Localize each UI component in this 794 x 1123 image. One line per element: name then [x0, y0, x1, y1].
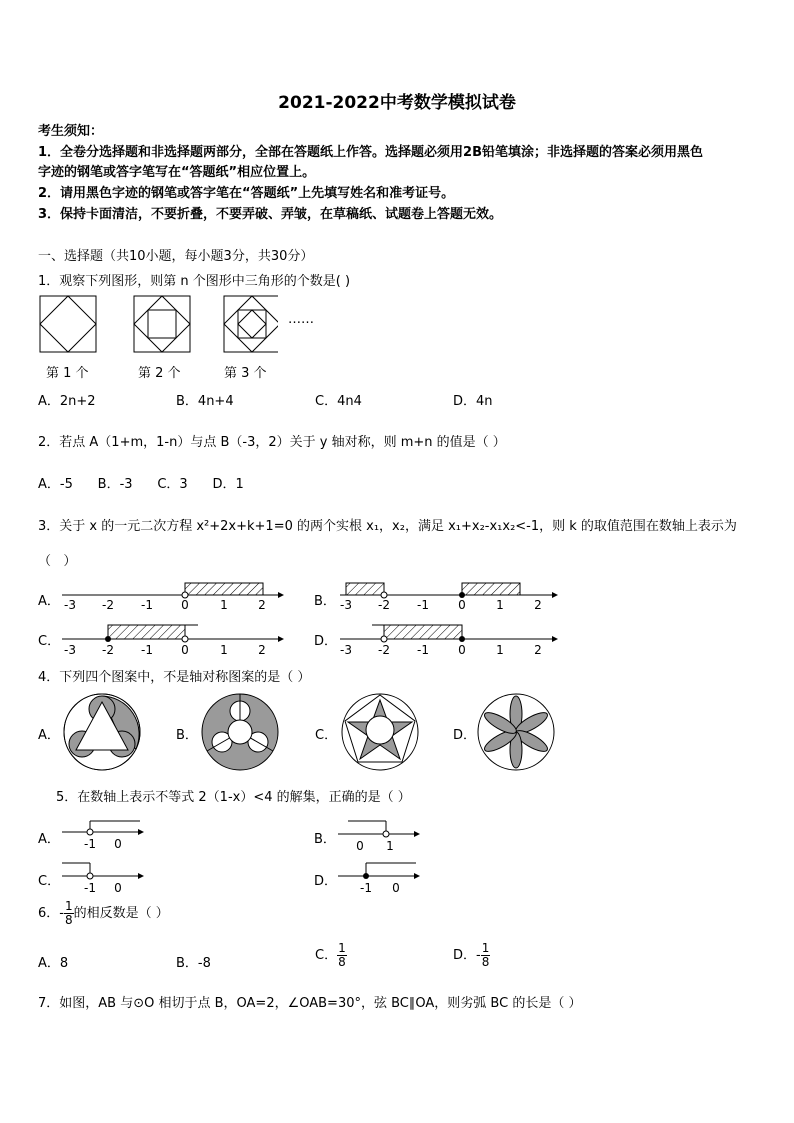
page-title: 2021-2022中考数学模拟试卷 [278, 93, 516, 113]
q5-numberline-c [62, 858, 144, 896]
q1-figures [38, 294, 278, 356]
notice-item-3: 3．保持卡面清洁，不要折叠，不要弄破、弄皱，在草稿纸、试题卷上答题无效。 [38, 207, 503, 222]
question-1: 1．观察下列图形，则第 n 个图形中三角形的个数是( ) [38, 274, 351, 289]
q5b-tick-1: 1 [386, 839, 394, 853]
q5-numberline-a [62, 816, 144, 852]
q6d-num: 1 [481, 941, 490, 955]
q5-label-a[interactable]: A． [38, 832, 60, 847]
q4-label-c[interactable]: C． [315, 728, 338, 743]
q3c-tick-1: 1 [220, 643, 228, 657]
question-5: 5．在数轴上表示不等式 2（1-x）<4 的解集，正确的是（ ） [56, 790, 411, 805]
q3d-tick-m3: -3 [340, 643, 352, 657]
q3c-tick-m2: -2 [102, 643, 114, 657]
q4-figure-c [340, 692, 420, 772]
q5c-tick-m1: -1 [84, 881, 96, 895]
q6-frac-den: 8 [64, 913, 73, 927]
q2-options[interactable]: A．-5 B．-3 C．3 D．1 [38, 477, 244, 492]
q1-figure-2 [134, 296, 190, 352]
q3b-tick-m1: -1 [417, 598, 429, 612]
q1-fig-label-3: 第 3 个 [224, 366, 267, 381]
q1-fig-label-1: 第 1 个 [46, 366, 89, 381]
q3d-tick-m1: -1 [417, 643, 429, 657]
q1-ellipsis: …… [288, 312, 314, 327]
q6-frac-num: 1 [64, 899, 73, 913]
q1-figure-1 [40, 296, 96, 352]
q3c-tick-2: 2 [258, 643, 266, 657]
q3a-tick-m3: -3 [64, 598, 76, 612]
q3a-tick-2: 2 [258, 598, 266, 612]
q3a-tick-0: 0 [181, 598, 189, 612]
notice-item-2: 2．请用黑色字迹的钢笔或答字笔在“答题纸”上先填写姓名和准考证号。 [38, 186, 455, 201]
q5a-tick-0: 0 [114, 837, 122, 851]
q3a-tick-1: 1 [220, 598, 228, 612]
q3-label-b[interactable]: B． [314, 594, 336, 609]
q3b-tick-1: 1 [496, 598, 504, 612]
q3-numberline-d [338, 618, 563, 658]
q3d-tick-m2: -2 [378, 643, 390, 657]
q3b-tick-2: 2 [534, 598, 542, 612]
q3b-tick-m2: -2 [378, 598, 390, 612]
q6-option-b[interactable]: B．-8 [176, 956, 211, 971]
q5-label-d[interactable]: D． [314, 874, 338, 889]
q3c-tick-0: 0 [181, 643, 189, 657]
q6-option-c-frac [337, 942, 347, 969]
q4-figure-a [62, 692, 142, 772]
q5a-tick-m1: -1 [84, 837, 96, 851]
q6d-den: 8 [481, 955, 490, 969]
q6-option-a[interactable]: A．8 [38, 956, 69, 971]
question-4: 4．下列四个图案中，不是轴对称图案的是（ ） [38, 670, 311, 685]
q5-numberline-b [338, 816, 420, 854]
q6-option-c[interactable] [315, 942, 347, 969]
q1-option-a[interactable]: A．2n+2 [38, 394, 96, 409]
q6c-den: 8 [338, 955, 346, 969]
q6c-num: 1 [338, 941, 346, 955]
q3d-tick-2: 2 [534, 643, 542, 657]
q1-option-d[interactable]: D．4n [453, 394, 493, 409]
q4-label-a[interactable]: A． [38, 728, 60, 743]
q3-numberline-a [60, 578, 285, 614]
q3-paren: （ ） [38, 554, 77, 569]
q3b-tick-m3: -3 [340, 598, 352, 612]
q1-option-b[interactable]: B．4n+4 [176, 394, 234, 409]
question-3: 3．关于 x 的一元二次方程 x²+2x+k+1=0 的两个实根 x₁，x₂，满足 x₁+x₂-x₁x₂<-1，则 k 的取值范围在数轴上表示为 [38, 519, 737, 534]
q5d-tick-0: 0 [392, 881, 400, 895]
q3-label-c[interactable]: C． [38, 634, 61, 649]
question-2: 2．若点 A（1+m，1-n）与点 B（-3，2）关于 y 轴对称，则 m+n 的值是（ ） [38, 435, 506, 450]
q3a-tick-m2: -2 [102, 598, 114, 612]
q3-numberline-c [60, 618, 285, 658]
q6-suffix: 的相反数是（ ） [73, 906, 169, 921]
q4-figure-d [476, 692, 556, 772]
q4-label-d[interactable]: D． [453, 728, 477, 743]
q5c-tick-0: 0 [114, 881, 122, 895]
question-6 [38, 900, 169, 927]
q6-option-c-label: C． [315, 948, 338, 963]
q3c-tick-m1: -1 [141, 643, 153, 657]
q3d-tick-0: 0 [458, 643, 466, 657]
q6-prefix: 6．- [38, 906, 64, 921]
q5b-tick-0: 0 [356, 839, 364, 853]
q3-label-d[interactable]: D． [314, 634, 338, 649]
notice-item-1b: 字迹的钢笔或答字笔写在“答题纸”相应位置上。 [38, 165, 316, 180]
q5-numberline-d [338, 858, 420, 896]
q3-numberline-b [338, 578, 563, 614]
q3b-tick-0: 0 [458, 598, 466, 612]
question-7: 7．如图，AB 与⊙O 相切于点 B，OA=2，∠OAB=30°，弦 BC∥OA，则劣弧 BC 的长是（ ） [38, 996, 582, 1011]
q3d-tick-1: 1 [496, 643, 504, 657]
q1-option-c[interactable]: C．4n4 [315, 394, 362, 409]
q5d-tick-m1: -1 [360, 881, 372, 895]
q5-label-c[interactable]: C． [38, 874, 61, 889]
q6-option-d-label: D．- [453, 948, 481, 963]
q4-label-b[interactable]: B． [176, 728, 198, 743]
q3a-tick-m1: -1 [141, 598, 153, 612]
notice-item-1a: 1．全卷分选择题和非选择题两部分，全部在答题纸上作答。选择题必须用2B铅笔填涂；非选择题的答案必须用黑色 [38, 145, 704, 160]
section-heading: 一、选择题（共10小题，每小题3分，共30分） [38, 249, 314, 264]
q1-fig-label-2: 第 2 个 [138, 366, 181, 381]
q6-option-d[interactable] [453, 942, 490, 969]
q6-fraction [64, 900, 74, 927]
q1-figure-3 [224, 296, 278, 352]
q3c-tick-m3: -3 [64, 643, 76, 657]
q5-label-b[interactable]: B． [314, 832, 336, 847]
q3-label-a[interactable]: A． [38, 594, 60, 609]
q6-option-d-frac [481, 942, 491, 969]
notice-heading: 考生须知： [38, 124, 104, 139]
q4-figure-b [200, 692, 280, 772]
